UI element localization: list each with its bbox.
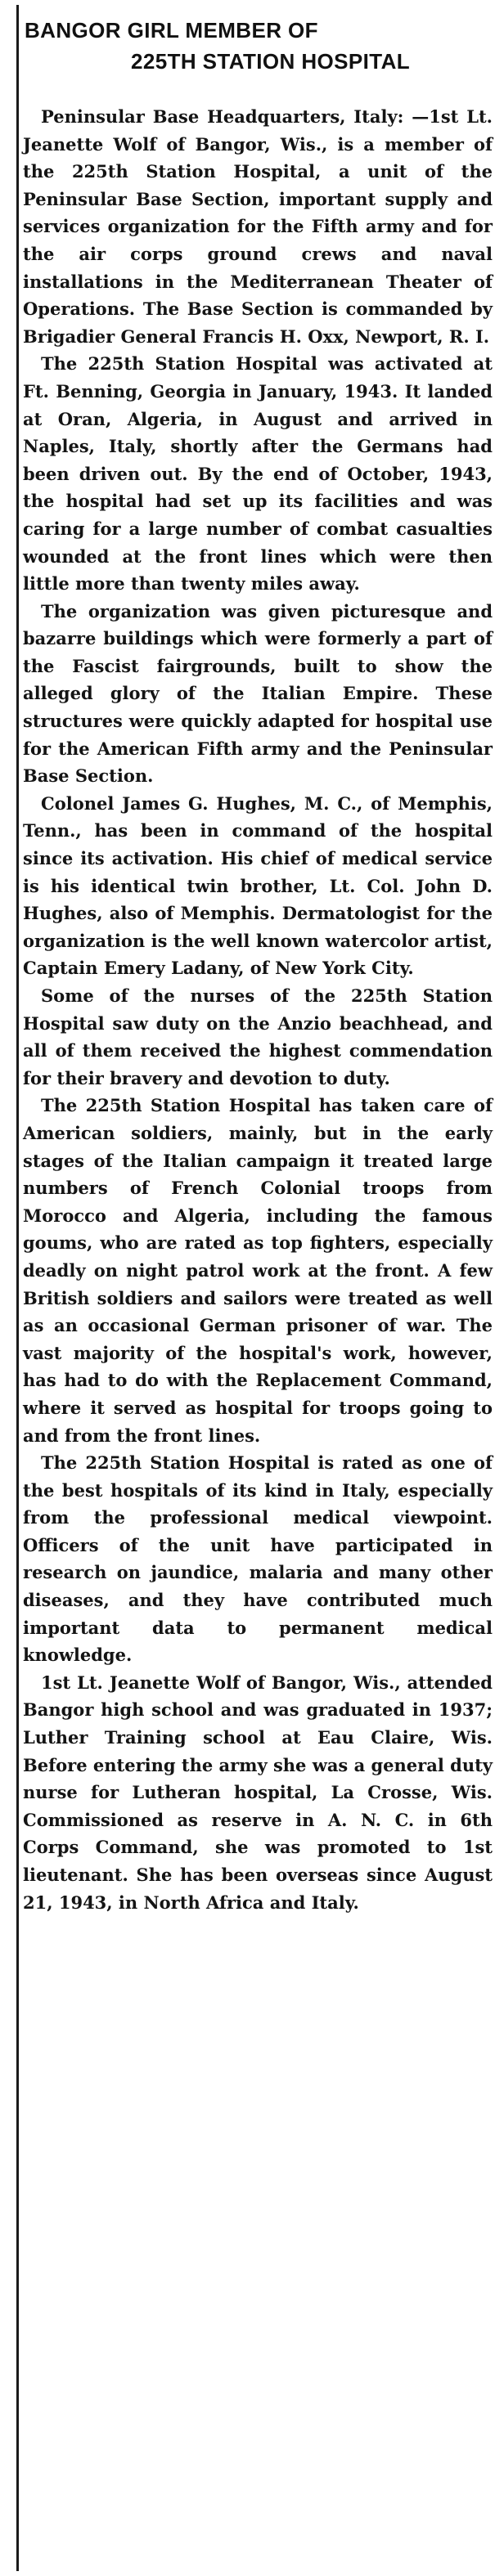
article-paragraph: Colonel James G. Hughes, M. C., of Memphis, Tenn., has been in command of the hospital since its activation. His chief of medical service is his identical twin brother, Lt. Col. John D. Hughes, also of Memphis. Dermatologist for the organization is the well known watercolor artist, Captain Emery Ladany, of New York City. — [23, 792, 493, 979]
article-paragraph: The 225th Station Hospital has taken care of American soldiers, mainly, but in the early stages of the Italian campaign it treated large numbers of French Colonial troops from Morocco and Algeria, including the famous goums, who are rated as top fighters, especially deadly on night patrol work at the front. A few British soldiers and sailors were treated as well as an occasional German prisoner of war. The vast majority of the hospital's work, however, has had to do with the Replacement Command, where it served as hospital for troops going to and from the front lines. — [23, 1095, 493, 1446]
article-paragraph: The 225th Station Hospital was activated at Ft. Benning, Georgia in January, 1943. It landed at Oran, Algeria, in August and arrived in Naples, Italy, shortly after the Germans had been driven out. By the end of October, 1943, the hospital had set up its facilities and was caring for a large number of combat casualties wounded at the front lines which were then little more than twenty miles away. — [23, 353, 493, 595]
article-paragraph: The organization was given picturesque and bazarre buildings which were formerly a part of the Fascist fairgrounds, built to show the alleged glory of the Italian Empire. These structures were quickly adapted for hospital use for the American Fifth army and the Peninsular Base Section. — [23, 600, 493, 787]
headline-line-2: 225TH STATION HOSPITAL — [131, 49, 411, 74]
article-paragraph: 1st Lt. Jeanette Wolf of Bangor, Wis., attended Bangor high school and was graduated in 1937; Luther Training school at Eau Claire, Wis. Before entering the army she was a general duty nurse for Lutheran hospital, La Crosse, Wis. Commissioned as reserve in A. N. C. in 6th Corps Command, she was promoted to 1st lieutenant. She has been overseas since August 21, 1943, in North Africa and Italy. — [23, 1672, 493, 1913]
headline-line-1: BANGOR GIRL MEMBER OF — [25, 18, 318, 43]
article-paragraph: Some of the nurses of the 225th Station Hospital saw duty on the Anzio beachhead, and all of them received the highest commendation for their bravery and devotion to duty. — [23, 985, 493, 1088]
article-paragraph: Peninsular Base Headquarters, Italy: —1st Lt. Jeanette Wolf of Bangor, Wis., is a member of the 225th Station Hospital, a unit of the Peninsular Base Section, important supply and services organization for the Fifth army and for the air corps ground crews and naval installations in the Mediterranean Theater of Operations. The Base Section is commanded by Brigadier General Francis H. Oxx, Newport, R. I. — [23, 106, 493, 347]
article-body — [23, 103, 493, 1916]
article-paragraph: The 225th Station Hospital is rated as one of the best hospitals of its kind in Italy, especially from the professional medical viewpoint. Officers of the unit have participated in research on jaundice, malaria and many other diseases, and they have contributed much important data to permanent medical knowledge. — [23, 1452, 493, 1666]
headline — [25, 15, 491, 77]
column-rule — [16, 5, 19, 2571]
